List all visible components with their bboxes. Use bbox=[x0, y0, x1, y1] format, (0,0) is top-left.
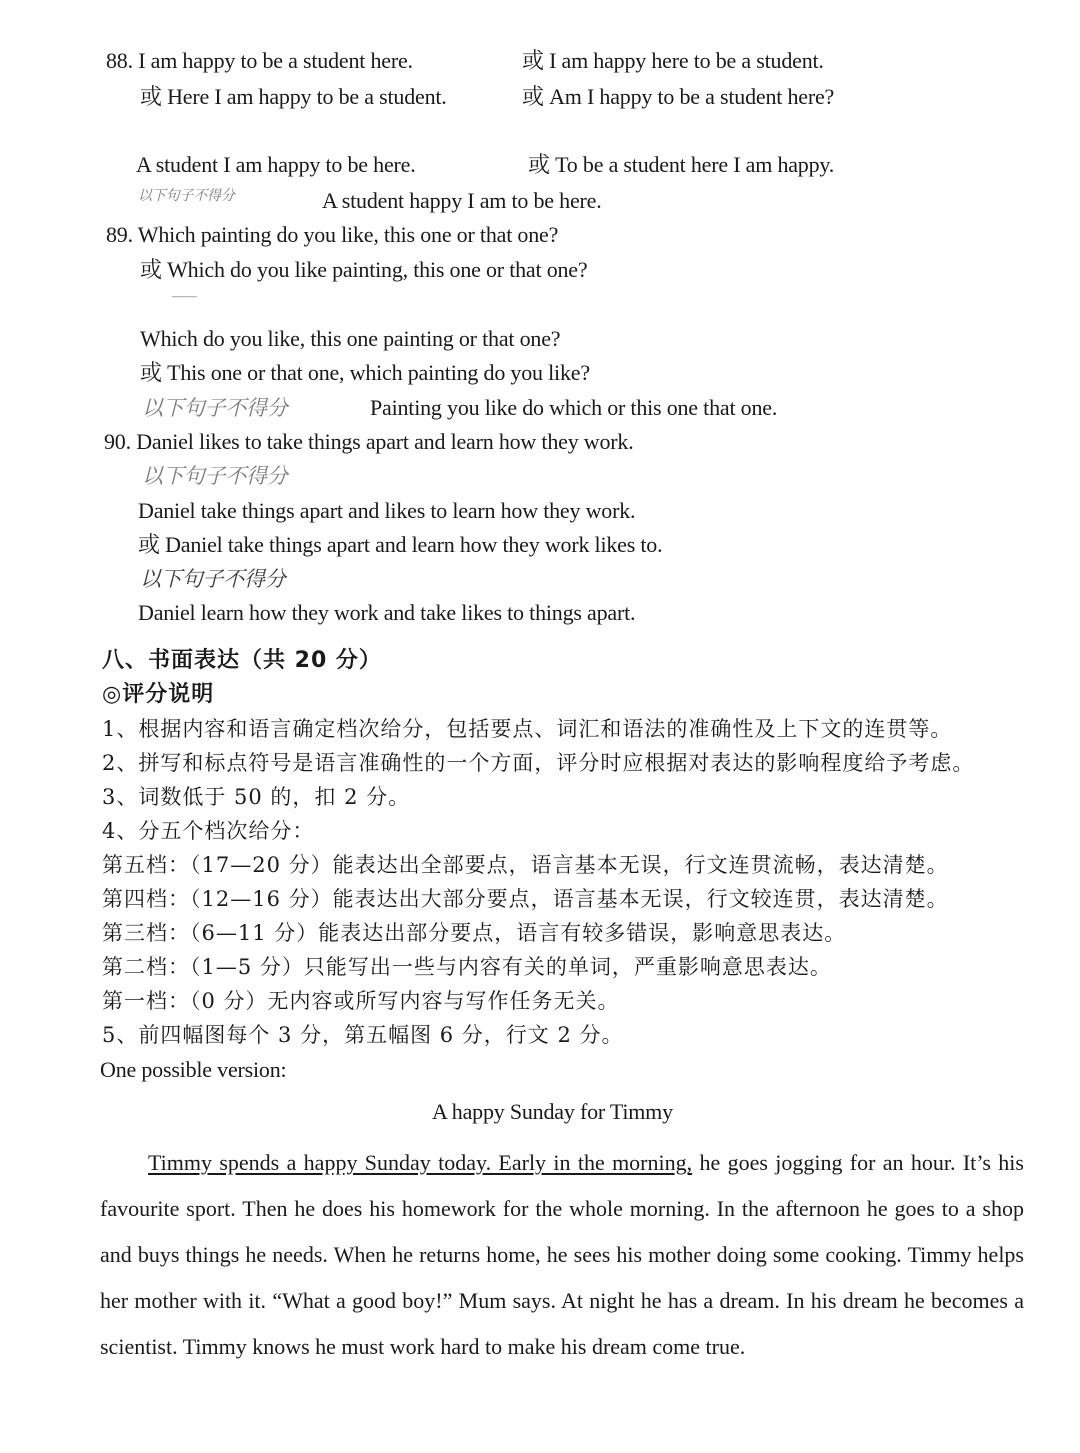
rule-1: 1、根据内容和语言确定档次给分，包括要点、词汇和语法的准确性及上下文的连贯等。 bbox=[102, 717, 953, 741]
criteria-title: ◎评分说明 bbox=[102, 682, 215, 707]
q88-answer-2: 或 I am happy here to be a student. bbox=[522, 48, 824, 73]
q90-handwritten-mark: 以下句子不得分 bbox=[142, 464, 288, 488]
essay-body bbox=[100, 1140, 1024, 1370]
q89-handwritten-mark: —— bbox=[172, 289, 197, 304]
q90-no-score-label: 以下句子不得分 bbox=[140, 567, 286, 591]
essay-text: he goes jogging for an hour. It’s his favourite sport. Then he does his homework for the whole morning. In the afternoon he goes to a shop and buys things he needs. When he returns home, he sees his mother doing some cooking. Timmy helps her mother with it. “What a good boy!” Mum says. At night he has a dream. In his dream he becomes a scientist. Timmy knows he must work hard to make his dream come true. bbox=[100, 1150, 1024, 1359]
q90-answer-3: 或 Daniel take things apart and learn how they work likes to. bbox=[138, 532, 663, 557]
rule-2: 2、拼写和标点符号是语言准确性的一个方面，评分时应根据对表达的影响程度给予考虑。 bbox=[102, 751, 975, 775]
q89-no-score-label: 以下句子不得分 bbox=[142, 396, 288, 420]
q90-invalid-answer: Daniel learn how they work and take likes to things apart. bbox=[138, 600, 636, 625]
grade-3: 第三档：（6—11 分）能表达出部分要点，语言有较多错误，影响意思表达。 bbox=[102, 921, 847, 945]
q88-invalid-answer: A student happy I am to be here. bbox=[322, 188, 602, 213]
q88-answer-1: 88. I am happy to be a student here. bbox=[106, 48, 413, 73]
grade-1: 第一档：（0 分）无内容或所写内容与写作任务无关。 bbox=[102, 989, 620, 1013]
section-heading: 八、书面表达（共 20 分） bbox=[102, 648, 382, 673]
q89-answer-4: 或 This one or that one, which painting do you like? bbox=[140, 360, 590, 385]
q89-answer-2: 或 Which do you like painting, this one or that one? bbox=[140, 257, 588, 282]
q90-answer-1: 90. Daniel likes to take things apart and learn how they work. bbox=[104, 429, 634, 454]
version-label: One possible version: bbox=[100, 1057, 287, 1082]
q88-answer-3: 或 Here I am happy to be a student. bbox=[140, 84, 447, 109]
q88-answer-4: 或 Am I happy to be a student here? bbox=[522, 84, 835, 109]
q89-invalid-answer: Painting you like do which or this one that one. bbox=[370, 395, 778, 420]
q89-answer-1: 89. Which painting do you like, this one or that one? bbox=[106, 222, 559, 247]
grade-2: 第二档：（1—5 分）只能写出一些与内容有关的单词，严重影响意思表达。 bbox=[102, 955, 832, 979]
q88-answer-5: A student I am happy to be here. bbox=[136, 152, 416, 177]
q89-answer-3: Which do you like, this one painting or that one? bbox=[140, 326, 561, 351]
q88-handwritten-mark: 以下句子不得分 bbox=[138, 189, 235, 204]
essay-underlined-opening: Timmy spends a happy Sunday today. Early in the morning, bbox=[148, 1150, 693, 1175]
essay-title: A happy Sunday for Timmy bbox=[432, 1099, 673, 1124]
rule-5: 5、前四幅图每个 3 分，第五幅图 6 分，行文 2 分。 bbox=[102, 1023, 624, 1047]
grade-4: 第四档：（12—16 分）能表达出大部分要点，语言基本无误，行文较连贯，表达清楚。 bbox=[102, 887, 949, 911]
q90-answer-2: Daniel take things apart and likes to learn how they work. bbox=[138, 498, 636, 523]
grade-5: 第五档：（17—20 分）能表达出全部要点，语言基本无误，行文连贯流畅，表达清楚。 bbox=[102, 853, 949, 877]
q88-answer-6: 或 To be a student here I am happy. bbox=[528, 152, 835, 177]
rule-4: 4、分五个档次给分： bbox=[102, 819, 315, 843]
rule-3: 3、词数低于 50 的，扣 2 分。 bbox=[102, 785, 411, 809]
